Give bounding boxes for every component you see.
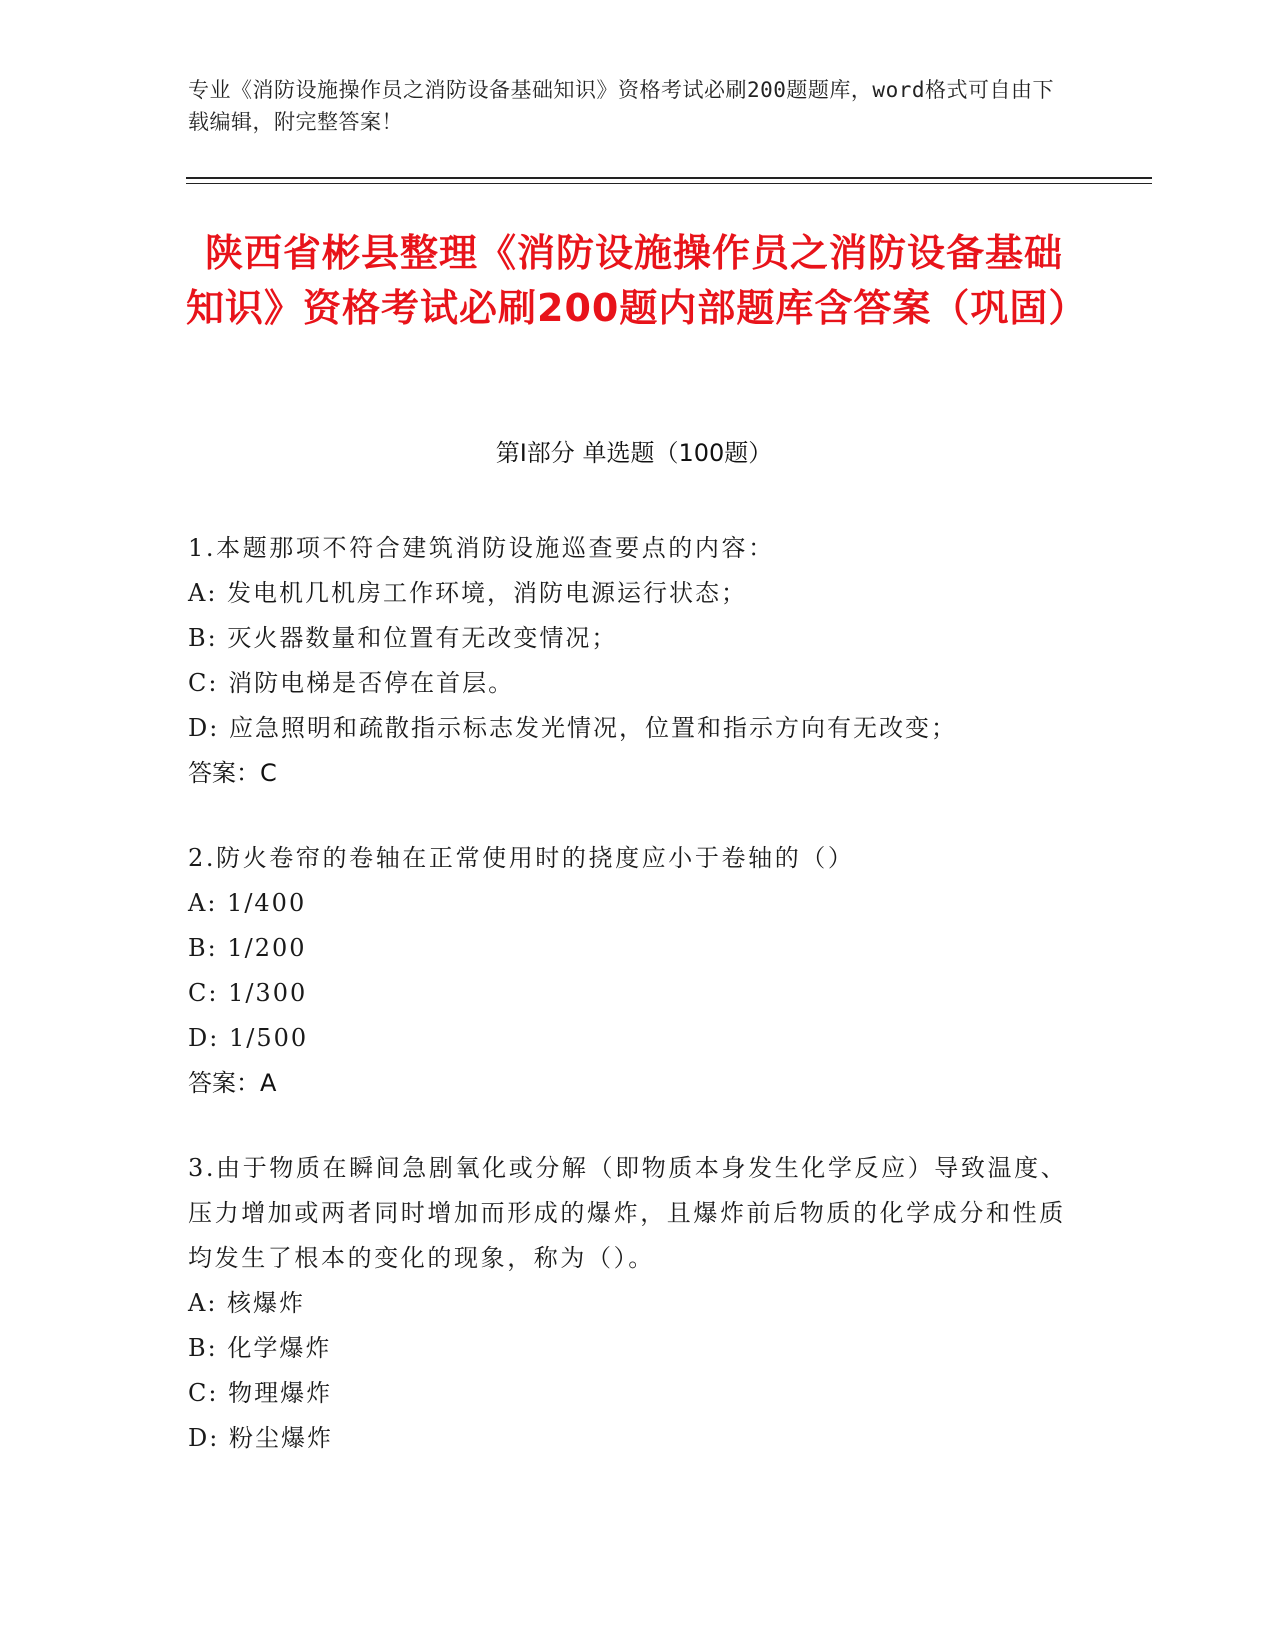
- question-item: [188, 526, 1068, 796]
- question-option-c: C: 消防电梯是否停在首层。: [188, 669, 515, 697]
- question-list: [188, 526, 1068, 1501]
- question-option-a: A: 核爆炸: [188, 1289, 306, 1317]
- question-option-d: D: 粉尘爆炸: [188, 1424, 333, 1452]
- question-option-c: C: 物理爆炸: [188, 1379, 333, 1407]
- question-item: [188, 836, 1068, 1106]
- question-option-d: D: 1/500: [188, 1024, 309, 1052]
- question-stem: 2.防火卷帘的卷轴在正常使用时的挠度应小于卷轴的（）: [188, 844, 855, 872]
- question-option-b: B: 灭火器数量和位置有无改变情况；: [188, 624, 618, 652]
- header-note: 专业《消防设施操作员之消防设备基础知识》资格考试必刷200题题库，word格式可自由下载编辑，附完整答案！: [188, 78, 1054, 134]
- document-title: 陕西省彬县整理《消防设施操作员之消防设备基础知识》资格考试必刷200题内部题库含答案（巩固）: [186, 231, 1088, 330]
- question-stem: 1.本题那项不符合建筑消防设施巡查要点的内容：: [188, 534, 775, 562]
- question-option-d: D: 应急照明和疏散指示标志发光情况，位置和指示方向有无改变；: [188, 714, 957, 742]
- question-option-a: A: 发电机几机房工作环境，消防电源运行状态；: [188, 579, 748, 607]
- question-answer: 答案：C: [188, 759, 277, 787]
- question-option-a: A: 1/400: [188, 889, 307, 917]
- question-item: [188, 1146, 1068, 1461]
- question-option-c: C: 1/300: [188, 979, 308, 1007]
- question-option-b: B: 化学爆炸: [188, 1334, 332, 1362]
- question-option-b: B: 1/200: [188, 934, 307, 962]
- question-answer: 答案：A: [188, 1069, 277, 1097]
- section-title: 第Ⅰ部分 单选题（100题）: [495, 439, 773, 467]
- header-divider-thin: [186, 183, 1152, 184]
- question-stem: 3.由于物质在瞬间急剧氧化或分解（即物质本身发生化学反应）导致温度、压力增加或两者同时增加而形成的爆炸，且爆炸前后物质的化学成分和性质均发生了根本的变化的现象，称为（）。: [188, 1154, 1068, 1272]
- header-divider-thick: [186, 177, 1152, 179]
